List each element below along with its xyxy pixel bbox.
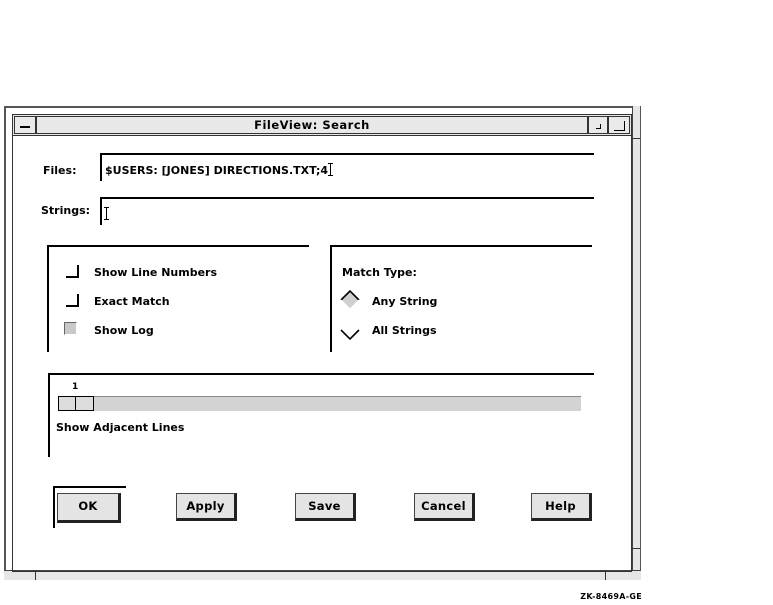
resize-corner-tick [632,548,640,549]
window-title[interactable]: FileView: Search [36,116,588,134]
strings-label: Strings: [41,204,91,217]
window-menu-button[interactable] [14,116,36,134]
match-type-label: Match Type: [342,266,417,279]
files-field[interactable] [100,153,594,181]
show-log-label[interactable]: Show Log [94,324,154,337]
ok-button[interactable]: OK [57,493,121,523]
minimize-button[interactable] [588,116,608,134]
scale-value: 1 [72,382,79,392]
all-strings-radio[interactable] [340,320,360,340]
text-cursor-icon [106,207,110,220]
files-value: $USERS: [JONES] DIRECTIONS.TXT;4 [105,164,329,177]
save-button[interactable]: Save [295,493,356,521]
exact-match-checkbox[interactable] [66,294,79,307]
help-button[interactable]: Help [531,493,592,521]
files-label: Files: [43,164,77,177]
text-cursor-icon [330,163,334,176]
show-line-numbers-label[interactable]: Show Line Numbers [94,266,218,279]
match-type-group [330,245,592,352]
apply-button[interactable]: Apply [176,493,237,521]
all-strings-label[interactable]: All Strings [372,324,437,337]
show-line-numbers-checkbox[interactable] [66,265,79,278]
adjacent-lines-group [48,373,594,457]
resize-corner-tick [632,138,640,139]
any-string-radio[interactable] [340,290,360,310]
options-group [47,245,309,352]
adjacent-lines-label: Show Adjacent Lines [56,421,185,434]
adjacent-lines-slider[interactable] [58,396,581,411]
figure-caption: ZK-8469A-GE [580,592,642,601]
strings-field[interactable] [100,197,594,225]
slider-thumb[interactable] [58,396,94,411]
resize-border-right[interactable] [632,106,640,580]
show-log-checkbox[interactable] [64,322,77,335]
exact-match-label[interactable]: Exact Match [94,295,170,308]
maximize-button[interactable] [608,116,630,134]
any-string-label[interactable]: Any String [372,295,438,308]
cancel-button[interactable]: Cancel [414,493,475,521]
